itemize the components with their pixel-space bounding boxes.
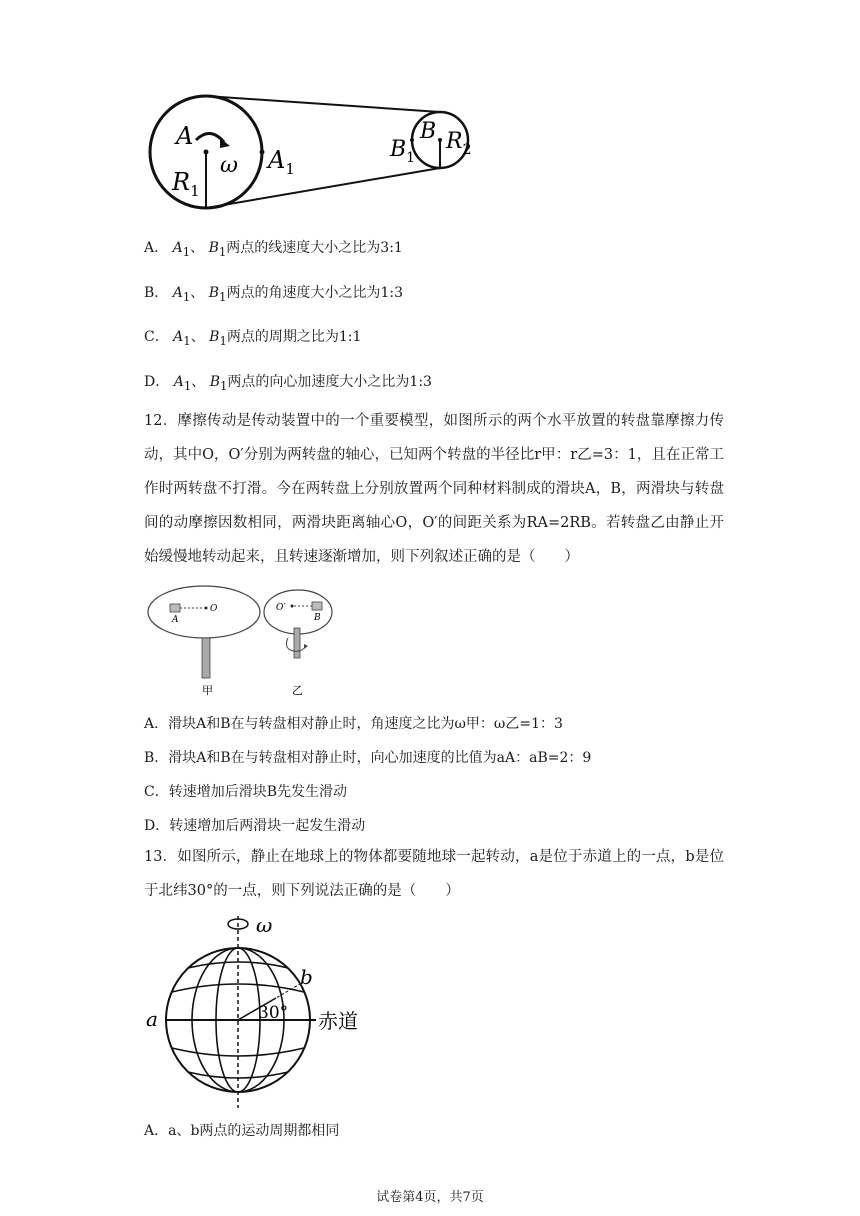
option-text: 两点的周期之比为1:1 bbox=[226, 329, 362, 345]
option-prefix: A． bbox=[144, 240, 169, 256]
q12-option-a[interactable]: A．滑块A和B在与转盘相对静止时，角速度之比为ω甲：ω乙=1：3 bbox=[144, 716, 563, 732]
label-a: a bbox=[146, 1007, 158, 1031]
point-sub: 1 bbox=[219, 289, 227, 304]
point-sub: 1 bbox=[183, 333, 191, 348]
center-o2-dot bbox=[291, 605, 294, 608]
option-prefix: C． bbox=[144, 329, 169, 345]
option-text: 两点的线速度大小之比为3:1 bbox=[226, 240, 403, 256]
point-sub: 1 bbox=[219, 378, 228, 393]
point-b1-dot bbox=[410, 138, 414, 142]
q12-option-b[interactable]: B．滑块A和B在与转盘相对静止时，向心加速度的比值为aA：aB=2：9 bbox=[144, 750, 592, 766]
q11-option-d[interactable] bbox=[144, 372, 432, 396]
separator: 、 bbox=[190, 285, 205, 301]
rotation-arrowhead-icon bbox=[220, 138, 230, 148]
option-text: 两点的角速度大小之比为1:3 bbox=[226, 285, 403, 301]
belt-drive-figure bbox=[140, 90, 510, 220]
label-r2: $R_2$ bbox=[446, 129, 472, 158]
label-r1: $R_1$ bbox=[172, 168, 200, 200]
label-angle: 30° bbox=[258, 1003, 289, 1023]
point-name: A bbox=[173, 374, 184, 390]
slider-b bbox=[312, 602, 322, 610]
label-b: B bbox=[314, 613, 321, 623]
label-o-prime: O′ bbox=[276, 603, 286, 613]
option-text: 两点的向心加速度大小之比为1:3 bbox=[227, 374, 432, 390]
friction-disks-figure bbox=[144, 584, 344, 704]
rotation-arrow-icon bbox=[196, 133, 224, 142]
point-name: B bbox=[208, 240, 219, 256]
label-a: A bbox=[172, 615, 179, 625]
q11-option-a[interactable] bbox=[144, 238, 403, 262]
point-name: A bbox=[172, 285, 183, 301]
q12-option-c[interactable]: C．转速增加后滑块B先发生滑动 bbox=[144, 784, 347, 800]
separator: 、 bbox=[190, 329, 205, 345]
label-o: O bbox=[210, 604, 218, 614]
label-omega: ω bbox=[256, 913, 273, 937]
disk-yi bbox=[264, 590, 332, 634]
point-name: B bbox=[208, 285, 220, 301]
point-sub: 1 bbox=[182, 244, 191, 259]
point-sub: 1 bbox=[183, 378, 192, 393]
slider-a bbox=[170, 604, 180, 612]
point-name: A bbox=[173, 329, 184, 345]
label-a: A bbox=[176, 122, 194, 150]
point-sub: 1 bbox=[219, 333, 227, 348]
label-a1: $A_1$ bbox=[268, 146, 295, 178]
label-yi: 乙 bbox=[292, 684, 303, 697]
label-jia: 甲 bbox=[202, 684, 213, 697]
q13-stem: 13．如图所示，静止在地球上的物体都要随地球一起转动，a是位于赤道上的一点，b是位于北纬30°的一点，则下列说法正确的是（ ） bbox=[144, 849, 724, 899]
option-prefix: B． bbox=[144, 285, 169, 301]
label-b: B bbox=[420, 119, 437, 144]
point-sub: 1 bbox=[182, 289, 191, 304]
label-equator: 赤道 bbox=[318, 1009, 358, 1033]
separator: 、 bbox=[190, 240, 205, 256]
point-name: A bbox=[172, 240, 183, 256]
label-b1: $B_1$ bbox=[390, 137, 416, 166]
point-a1-dot bbox=[260, 150, 265, 155]
shaft-jia bbox=[202, 638, 210, 678]
q11-option-c[interactable] bbox=[144, 327, 361, 351]
center-dot-b bbox=[438, 138, 442, 142]
option-prefix: D． bbox=[144, 374, 170, 390]
q13-option-a[interactable]: A．a、b两点的运动周期都相同 bbox=[144, 1123, 340, 1139]
center-dot-a bbox=[204, 150, 209, 155]
point-name: B bbox=[209, 374, 220, 390]
shaft-yi bbox=[294, 628, 300, 658]
rotation-arrowhead-icon bbox=[304, 644, 308, 649]
q12-option-d[interactable]: D．转速增加后两滑块一起发生滑动 bbox=[144, 818, 366, 834]
q11-option-b[interactable] bbox=[144, 283, 403, 307]
q12-stem: 12．摩擦传动是传动装置中的一个重要模型，如图所示的两个水平放置的转盘靠摩擦力传动，其中O，O′分别为两转盘的轴心，已知两个转盘的半径比r甲：r乙=3：1，且在正常工作时两转盘不打滑。今在两转盘上分别放置两个同种材料制成的滑块A，B，两滑块与转盘间的动摩擦因数相同，两滑块距离轴心O，O′的间距关系为RA=2RB。若转盘乙由静止开始缓慢地转动起来，且转速逐渐增加，则下列叙述正确的是（ ） bbox=[144, 413, 724, 565]
page-footer: 试卷第4页，共7页 bbox=[376, 1190, 484, 1205]
point-name: B bbox=[209, 329, 220, 345]
label-b: b bbox=[300, 965, 313, 989]
belt-bottom bbox=[206, 168, 440, 208]
label-omega: ω bbox=[220, 153, 238, 178]
globe-figure bbox=[140, 912, 370, 1112]
disk-jia bbox=[148, 586, 260, 638]
point-sub: 1 bbox=[218, 244, 227, 259]
center-o-dot bbox=[205, 607, 208, 610]
separator: 、 bbox=[191, 374, 206, 390]
